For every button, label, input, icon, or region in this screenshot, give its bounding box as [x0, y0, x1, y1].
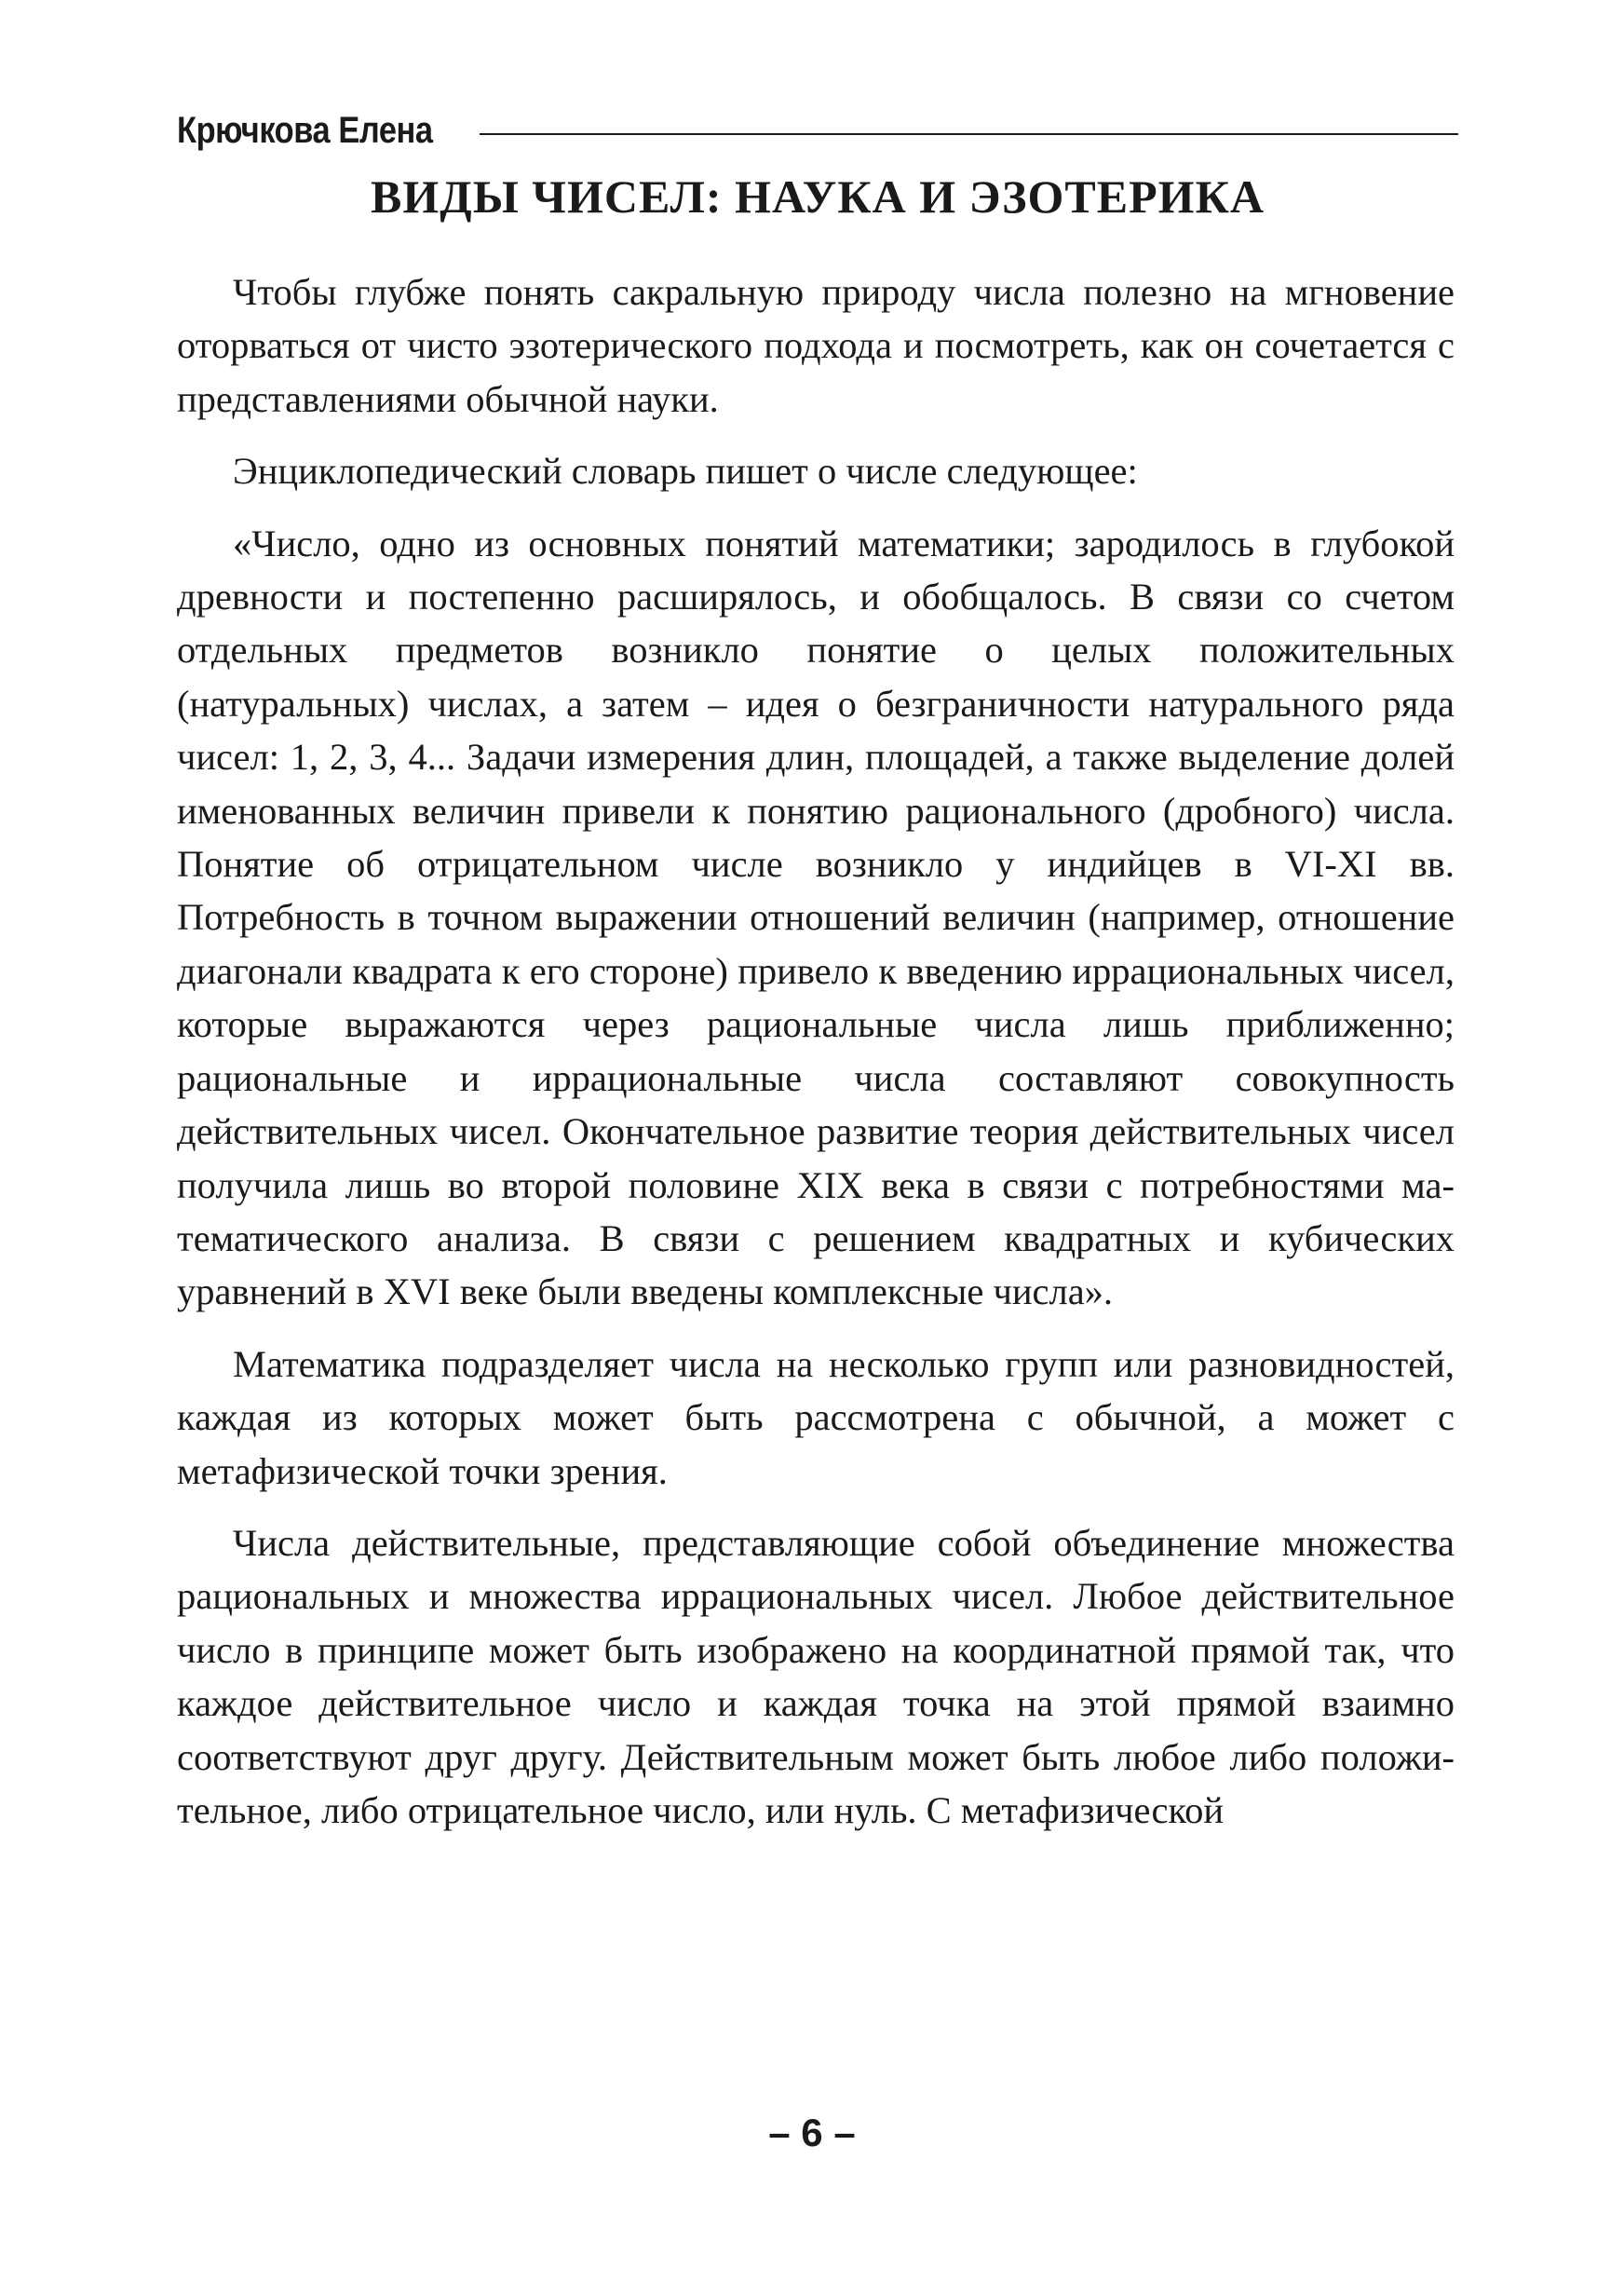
body-text: [177, 265, 1455, 1855]
chapter-title: ВИДЫ ЧИСЕЛ: НАУКА И ЭЗОТЕРИКА: [371, 170, 1265, 223]
paragraph: Чтобы глубже понять сакральную природу числа полезно на мгновение оторваться от чисто эзотерического подхода и посмотреть, как он сочетается с представлениями обычной науки.: [177, 271, 1455, 420]
running-header-author: Крючкова Елена: [177, 109, 433, 151]
paragraph: Энциклопедический словарь пишет о числе следующее:: [233, 450, 1138, 493]
page-number: – 6 –: [768, 2111, 856, 2154]
paragraph: «Число, одно из основных понятий математики; зародилось в глубокой древности и постепенно расширялось, и обобщалось. В связи со счетом отдельных предметов возникло понятие о целых положительных (натуральных) числах, а затем – идея о безграничности натурального ряда чисел: 1, 2, 3, 4... Задачи измерения длин, площадей, а также выделение долей именованных величин привели к понятию рационального (дробного) числа. Понятие об отрицательном числе возникло у индийцев в VI-XI вв. Потребность в точном выражении отношений величин (например, отношение диагонали квадрата к его стороне) привело к введению иррациональных чисел, которые выражаются через рациональные числа лишь приближенно; рациональные и иррациональные числа составляют совокупность действительных чисел. Окончательное развитие теория действительных чисел получила лишь во второй половине XIX века в связи с потребностями математического анализа. В связи с решением квадратных и кубических уравнений в XVI веке были введены комплексные числа».: [177, 522, 1455, 1313]
running-header: [177, 104, 1458, 156]
paragraph: Числа действительные, представляющие собой объединение множества рациональных и множества иррациональных чисел. Любое действительное число в принципе может быть изображено на координатной прямой так, что каждое действительное число и каждая точка на этой прямой взаимно соответствуют друг другу. Действительным может быть любое либо положительное, либо отрицательное число, или нуль. С метафизической: [177, 1521, 1455, 1831]
running-header-rule: [480, 133, 1458, 135]
paragraph: Математика подразделяет числа на несколько групп или разновидностей, каждая из которых может быть рассмотрена с обычной, а может с метафизической точки зрения.: [177, 1342, 1455, 1492]
